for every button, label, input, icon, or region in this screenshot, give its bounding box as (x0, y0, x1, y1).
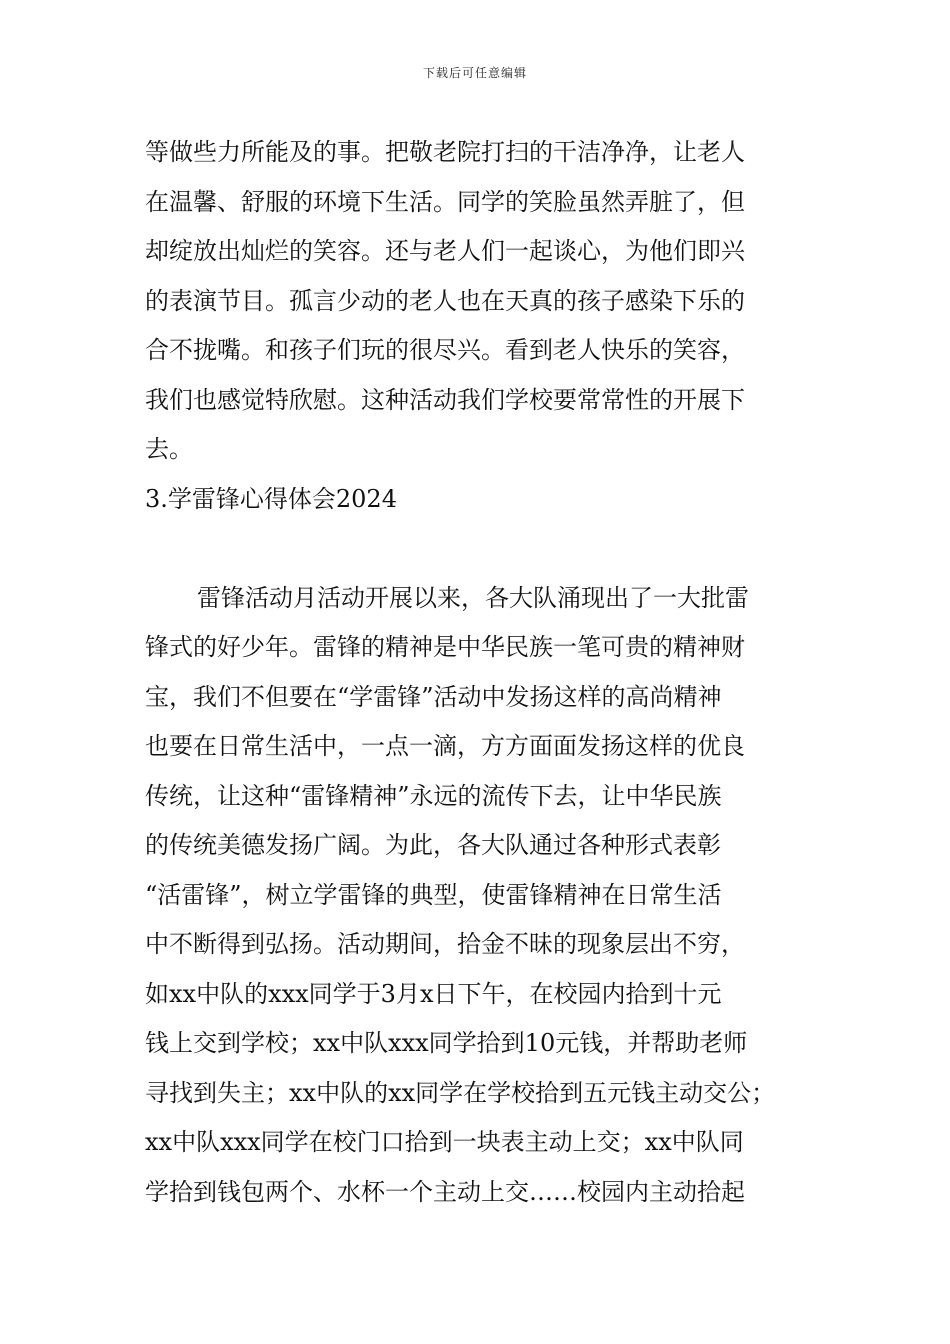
paragraph-learn-from-leifeng (145, 574, 815, 1218)
text-line: “活雷锋”，树立学雷锋的典型，使雷锋精神在日常生活 (145, 880, 722, 909)
text-line: 学拾到钱包两个、水杯一个主动上交……校园内主动拾起 (145, 1177, 745, 1206)
document-body (145, 128, 815, 1217)
text-line: 钱上交到学校；xx中队xxx同学拾到10元钱，并帮助老师 (145, 1029, 748, 1057)
text-line: xx中队xxx同学在校门口拾到一块表主动上交；xx中队同 (145, 1128, 744, 1156)
section-heading: 3.学雷锋心得体会2024 (145, 484, 397, 513)
text-line: 如xx中队的xxx同学于3月x日下午，在校园内拾到十元 (145, 979, 722, 1008)
text-line: 去。 (145, 435, 193, 463)
paragraph-elderly-home-visit (145, 128, 815, 475)
text-line: 中不断得到弘扬。活动期间，拾金不昧的现象层出不穷， (145, 930, 745, 958)
text-line: 雷锋活动月活动开展以来，各大队涌现出了一大批雷 (197, 583, 749, 612)
text-line: 合不拢嘴。和孩子们玩的很尽兴。看到老人快乐的笑容， (145, 336, 745, 364)
text-line: 寻找到失主；xx中队的xx同学在学校拾到五元钱主动交公； (145, 1078, 776, 1107)
text-line: 宝，我们不但要在“学雷锋”活动中发扬这样的高尚精神 (145, 682, 722, 711)
text-line: 等做些力所能及的事。把敬老院打扫的干洁净净，让老人 (145, 138, 745, 166)
text-line: 的表演节目。孤言少动的老人也在天真的孩子感染下乐的 (145, 286, 745, 315)
text-line: 我们也感觉特欣慰。这种活动我们学校要常常性的开展下 (145, 385, 745, 414)
text-line: 的传统美德发扬广阔。为此，各大队通过各种形式表彰 (145, 831, 721, 859)
text-line: 在温馨、舒服的环境下生活。同学的笑脸虽然弄脏了，但 (145, 187, 745, 216)
text-line: 也要在日常生活中，一点一滴，方方面面发扬这样的优良 (145, 732, 745, 760)
text-line: 却绽放出灿烂的笑容。还与老人们一起谈心，为他们即兴 (145, 237, 745, 265)
text-line: 传统，让这种“雷锋精神”永远的流传下去，让中华民族 (145, 781, 722, 810)
text-line: 锋式的好少年。雷锋的精神是中华民族一笔可贵的精神财 (145, 633, 745, 661)
page-header: 下载后可任意编辑 (422, 66, 527, 80)
blank-line (145, 524, 815, 574)
